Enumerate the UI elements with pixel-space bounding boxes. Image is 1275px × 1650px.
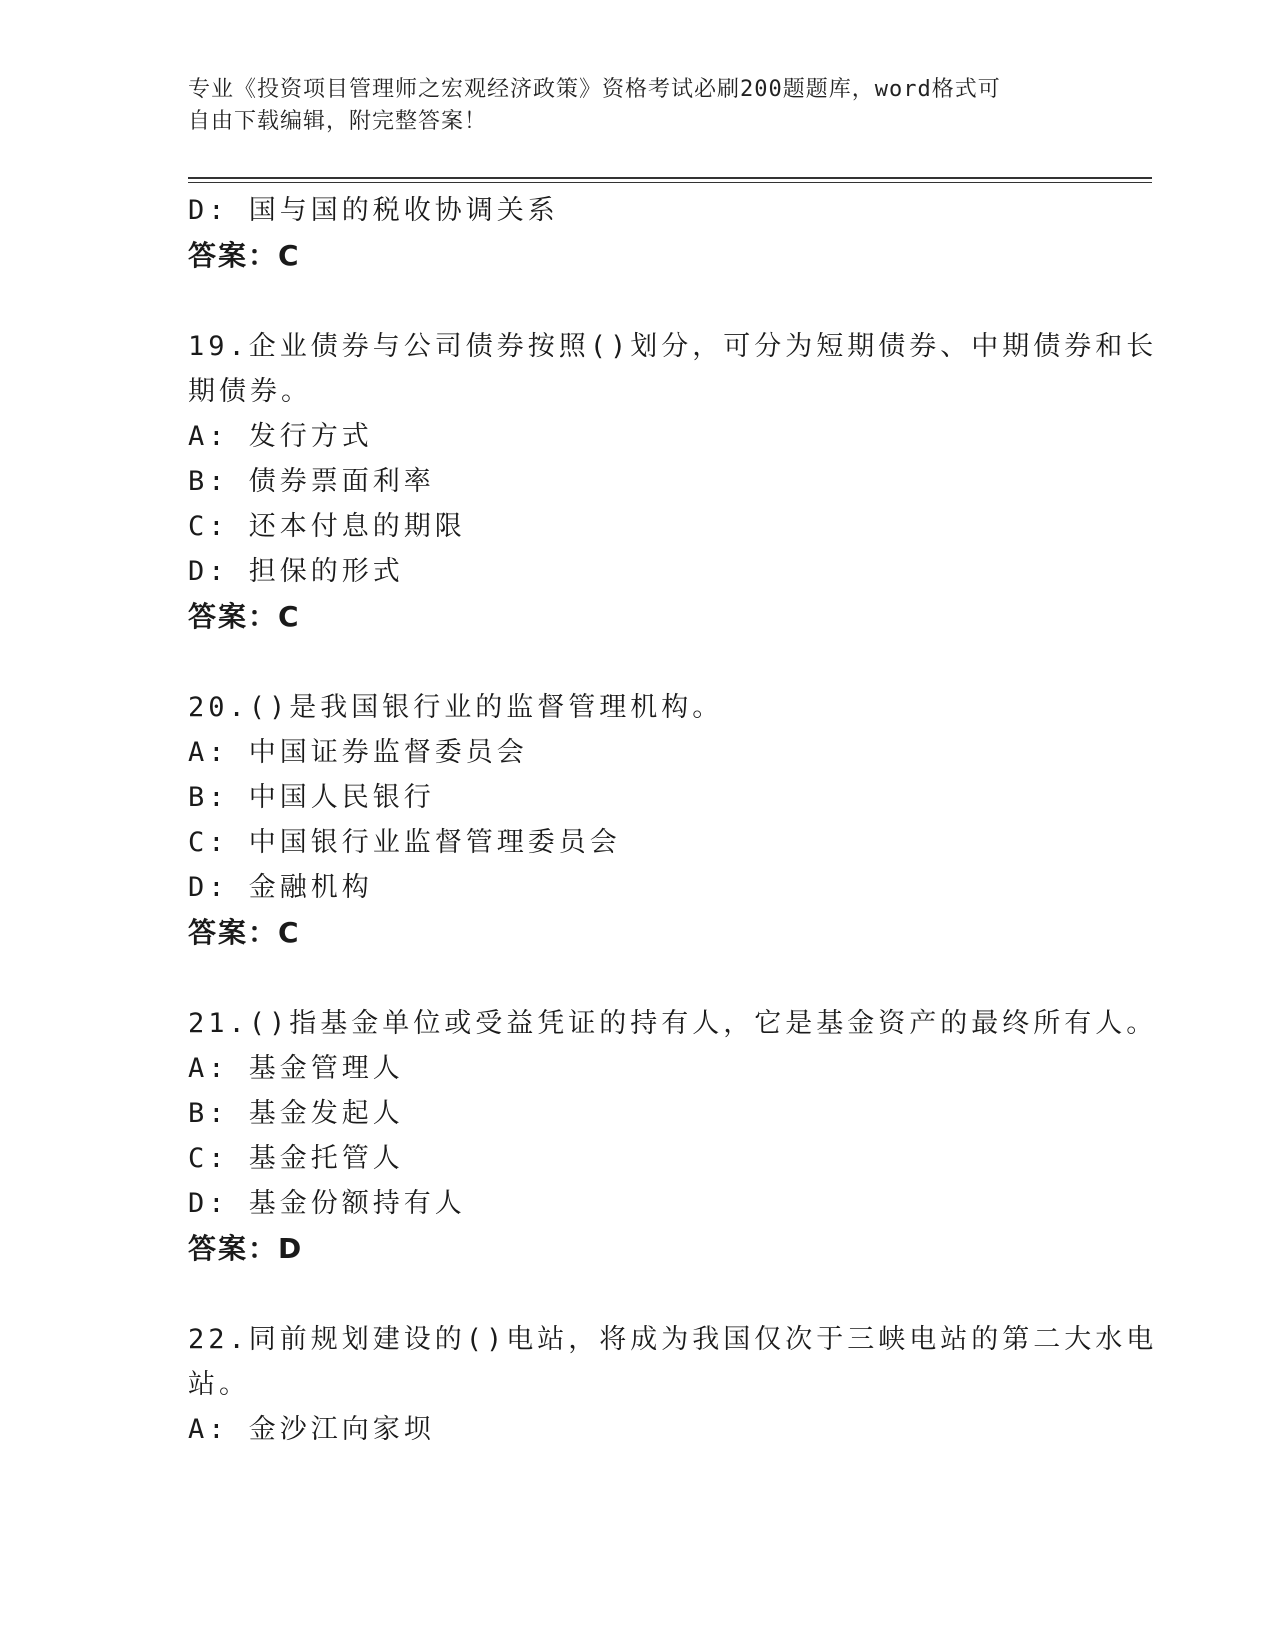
option-c: C: 还本付息的期限 bbox=[188, 511, 466, 542]
option-d: D: 担保的形式 bbox=[188, 556, 404, 587]
question-block-prev bbox=[188, 188, 1088, 278]
question-stem-line: 期债券。 bbox=[188, 376, 312, 407]
question-block-21 bbox=[188, 1001, 1158, 1271]
option-b: B: 基金发起人 bbox=[188, 1098, 404, 1129]
question-stem-line: 19.企业债券与公司债券按照()划分，可分为短期债券、中期债券和长 bbox=[188, 331, 1158, 362]
header-line-1: 专业《投资项目管理师之宏观经济政策》资格考试必刷200题题库，word格式可 bbox=[188, 77, 1001, 102]
answer-line: 答案：C bbox=[188, 239, 301, 272]
option-b: B: 债券票面利率 bbox=[188, 466, 435, 497]
option-a: A: 发行方式 bbox=[188, 421, 373, 452]
question-block-20 bbox=[188, 685, 1088, 955]
answer-line: 答案：C bbox=[188, 600, 301, 633]
question-stem-line: 站。 bbox=[188, 1369, 250, 1400]
document-header bbox=[188, 74, 1068, 138]
option-b: B: 中国人民银行 bbox=[188, 782, 435, 813]
question-block-19 bbox=[188, 324, 1158, 639]
answer-line: 答案：C bbox=[188, 916, 301, 949]
header-line-2: 自由下载编辑，附完整答案！ bbox=[188, 109, 488, 134]
answer-line: 答案：D bbox=[188, 1232, 304, 1265]
spacer bbox=[188, 278, 1088, 324]
question-block-22 bbox=[188, 1317, 1158, 1452]
question-list bbox=[188, 188, 1158, 1452]
option-c: C: 中国银行业监督管理委员会 bbox=[188, 827, 621, 858]
option-d: D: 基金份额持有人 bbox=[188, 1188, 466, 1219]
option-d: D: 国与国的税收协调关系 bbox=[188, 195, 559, 226]
header-divider-top bbox=[188, 177, 1152, 179]
spacer bbox=[188, 955, 1088, 1001]
option-a: A: 基金管理人 bbox=[188, 1053, 404, 1084]
option-a: A: 金沙江向家坝 bbox=[188, 1414, 435, 1445]
question-stem-line: 21.()指基金单位或受益凭证的持有人，它是基金资产的最终所有人。 bbox=[188, 1008, 1158, 1039]
spacer bbox=[188, 1271, 1088, 1317]
question-stem-line: 20.()是我国银行业的监督管理机构。 bbox=[188, 692, 724, 723]
option-a: A: 中国证券监督委员会 bbox=[188, 737, 528, 768]
header-divider-bottom bbox=[188, 182, 1152, 183]
option-c: C: 基金托管人 bbox=[188, 1143, 404, 1174]
spacer bbox=[188, 639, 1088, 685]
question-stem-line: 22.同前规划建设的()电站，将成为我国仅次于三峡电站的第二大水电 bbox=[188, 1324, 1158, 1355]
option-d: D: 金融机构 bbox=[188, 872, 373, 903]
